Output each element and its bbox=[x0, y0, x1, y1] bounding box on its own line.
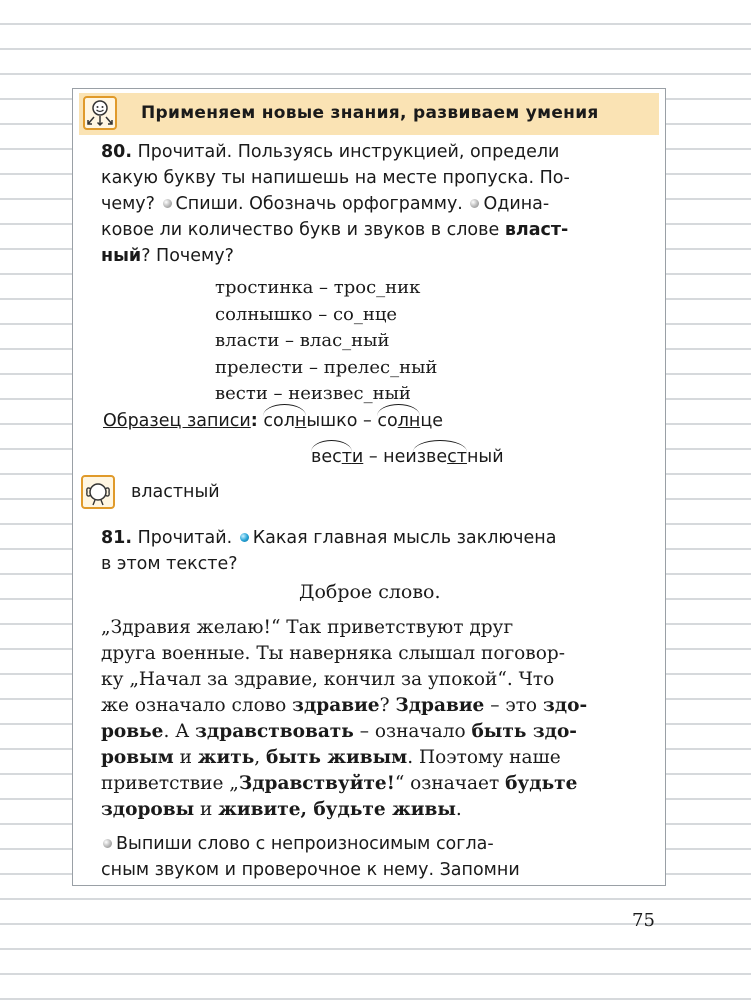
textbook-page bbox=[72, 88, 666, 886]
text: . bbox=[455, 799, 462, 820]
text: и bbox=[173, 747, 198, 768]
bold-word: здоровы bbox=[101, 799, 195, 820]
sample-label: Образец записи bbox=[103, 411, 251, 431]
text: Прочитай. bbox=[137, 528, 233, 548]
word-pair: солнышко – со_нце bbox=[215, 303, 398, 325]
story-line bbox=[101, 667, 661, 693]
text: же означало слово bbox=[101, 695, 293, 716]
bold-word: живите, будьте живы bbox=[218, 799, 456, 820]
bold-word: быть живым bbox=[266, 747, 408, 768]
sample-line-2 bbox=[311, 447, 504, 467]
text: Какая главная мысль заключена bbox=[252, 528, 557, 548]
text: ышко bbox=[306, 411, 358, 431]
section-banner bbox=[79, 93, 659, 135]
bold-word: здравствовать bbox=[195, 721, 354, 742]
text: – неизве bbox=[363, 447, 448, 467]
story-title: Доброе слово. bbox=[299, 581, 441, 603]
bold-word: власт- bbox=[504, 220, 569, 240]
bold-word: Здравствуйте! bbox=[238, 773, 395, 794]
bold-word: ный bbox=[101, 246, 142, 266]
bold-word: ровье bbox=[101, 721, 164, 742]
text: Прочитай. Пользуясь инструкцией, определи bbox=[137, 142, 560, 162]
text: и bbox=[194, 799, 219, 820]
bold-word: здо- bbox=[542, 695, 588, 716]
story-line bbox=[101, 693, 661, 719]
story-line bbox=[101, 745, 661, 771]
text: . Поэтому наше bbox=[407, 747, 561, 768]
text: приветствие „ bbox=[101, 773, 239, 794]
word-pairs-list bbox=[215, 275, 437, 408]
text: це bbox=[420, 411, 444, 431]
text: Выпиши слово с непроизносимым согла- bbox=[116, 834, 494, 854]
text: ный bbox=[466, 447, 504, 467]
bold-word: быть здо- bbox=[471, 721, 577, 742]
exercise-81-line-1 bbox=[101, 525, 661, 551]
text: – bbox=[357, 411, 378, 431]
text: Одина- bbox=[483, 194, 550, 214]
text: , bbox=[254, 747, 267, 768]
vocabulary-word: властный bbox=[131, 482, 220, 502]
story-line bbox=[101, 719, 661, 745]
text: ? Почему? bbox=[141, 246, 234, 266]
exercise-number: 80. bbox=[101, 142, 133, 162]
text: : bbox=[250, 411, 258, 431]
exercise-80-line-2 bbox=[101, 165, 661, 191]
text: ковое ли количество букв и звуков в слове bbox=[101, 220, 500, 240]
root-arc-group bbox=[447, 447, 467, 467]
text: какую букву ты напишешь на месте пропуска. По- bbox=[101, 168, 570, 188]
text: – это bbox=[484, 695, 543, 716]
text: „Здравия желаю!“ Так приветствуют друг bbox=[101, 617, 514, 638]
text: чему? bbox=[101, 194, 155, 214]
page-number: 75 bbox=[632, 910, 655, 931]
exercise-80-line-1 bbox=[101, 139, 661, 165]
exercise-number: 81. bbox=[101, 528, 133, 548]
orthogram: лн bbox=[397, 411, 421, 431]
gray-bullet-icon bbox=[470, 199, 479, 208]
word-pair: вести – неизвес_ный bbox=[215, 383, 411, 404]
vocabulary-icon bbox=[81, 475, 115, 509]
story-line bbox=[101, 771, 661, 797]
orthogram: ст bbox=[447, 447, 467, 467]
bold-word: жить bbox=[197, 747, 255, 768]
story-line bbox=[101, 615, 661, 641]
story-line bbox=[101, 797, 661, 823]
banner-title: Применяем новые знания, развиваем умения bbox=[141, 103, 599, 123]
story-line bbox=[101, 641, 661, 667]
root-arc-group bbox=[377, 411, 420, 431]
smiley-arrows-icon bbox=[83, 96, 117, 130]
text: Спиши. Обозначь орфограмму. bbox=[175, 194, 463, 214]
text: со bbox=[377, 411, 398, 431]
text: вес bbox=[311, 447, 342, 467]
bold-word: ровым bbox=[101, 747, 174, 768]
gray-bullet-icon bbox=[103, 839, 112, 848]
text: друга военные. Ты наверняка слышал поговор- bbox=[101, 643, 565, 664]
word-pair: прелести – прелес_ный bbox=[215, 356, 438, 378]
bold-word: Здравие bbox=[395, 695, 485, 716]
task-line-1 bbox=[101, 831, 661, 857]
text: – означало bbox=[353, 721, 472, 742]
word-pair: тростинка – трос_ник bbox=[215, 277, 421, 298]
word-pair: власти – влас_ный bbox=[215, 330, 390, 351]
text: ку „Начал за здравие, кончил за упокой“. Что bbox=[101, 669, 555, 690]
exercise-80-line-5 bbox=[101, 243, 661, 269]
text: сным звуком и проверочное к нему. Запомни bbox=[101, 860, 520, 880]
text: в этом тексте? bbox=[101, 554, 238, 574]
orthogram: н bbox=[294, 411, 307, 431]
orthogram: т bbox=[341, 447, 352, 467]
bold-word: будьте bbox=[505, 773, 578, 794]
exercise-80-line-4 bbox=[101, 217, 661, 243]
text: . А bbox=[163, 721, 196, 742]
ending: и bbox=[351, 447, 364, 467]
root-arc-group bbox=[311, 447, 352, 467]
root-arc-group bbox=[263, 411, 306, 431]
text: сол bbox=[263, 411, 295, 431]
bold-word: здравие bbox=[292, 695, 380, 716]
task-line-2 bbox=[101, 857, 661, 883]
text: ? bbox=[379, 695, 396, 716]
gray-bullet-icon bbox=[163, 199, 172, 208]
sample-line-1 bbox=[103, 411, 443, 431]
blue-bullet-icon bbox=[240, 533, 249, 542]
exercise-81-line-2 bbox=[101, 551, 661, 577]
exercise-80-line-3 bbox=[101, 191, 661, 217]
text: “ означает bbox=[394, 773, 506, 794]
